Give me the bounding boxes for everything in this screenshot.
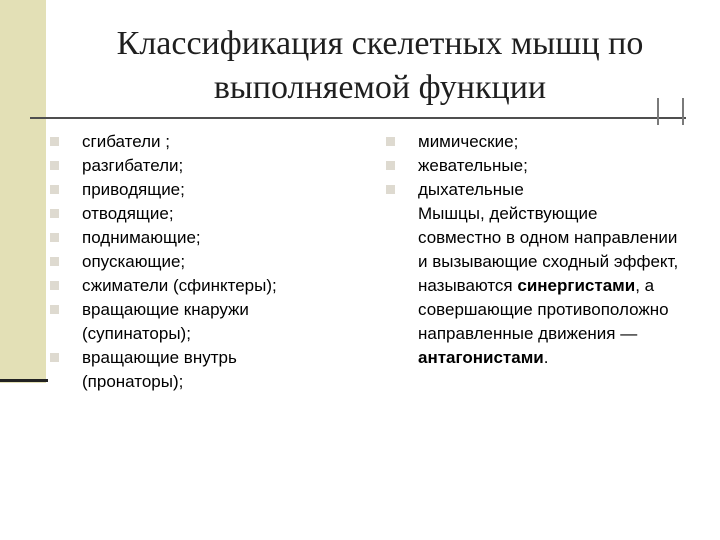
list-item bbox=[386, 178, 706, 202]
list-item-text: поднимающие; bbox=[82, 228, 201, 247]
square-bullet-icon bbox=[386, 137, 395, 146]
square-bullet-icon bbox=[50, 161, 59, 170]
antagonists-term: антагонистами bbox=[418, 348, 544, 367]
list-item bbox=[386, 154, 706, 178]
list-item-text: приводящие; bbox=[82, 180, 185, 199]
list-item bbox=[50, 250, 370, 274]
list-item bbox=[50, 226, 370, 250]
right-function-list bbox=[386, 130, 706, 202]
left-accent-line bbox=[0, 379, 48, 382]
side-band bbox=[0, 0, 46, 383]
list-item-text: жевательные; bbox=[418, 156, 528, 175]
right-column bbox=[386, 130, 706, 370]
list-item-text: дыхательные bbox=[418, 180, 524, 199]
square-bullet-icon bbox=[386, 185, 395, 194]
list-item bbox=[50, 274, 370, 298]
list-item bbox=[50, 178, 370, 202]
list-item-text: сжиматели (сфинктеры); bbox=[82, 276, 277, 295]
list-item-text: мимические; bbox=[418, 132, 519, 151]
square-bullet-icon bbox=[50, 305, 59, 314]
list-item bbox=[50, 346, 370, 394]
list-item bbox=[386, 130, 706, 154]
square-bullet-icon bbox=[386, 161, 395, 170]
list-item bbox=[50, 130, 370, 154]
square-bullet-icon bbox=[50, 137, 59, 146]
paragraph-text: . bbox=[543, 348, 549, 367]
list-item-text: вращающие внутрь (пронаторы); bbox=[82, 348, 237, 391]
list-item-text: опускающие; bbox=[82, 252, 186, 271]
square-bullet-icon bbox=[50, 233, 59, 242]
square-bullet-icon bbox=[50, 209, 59, 218]
square-bullet-icon bbox=[50, 257, 59, 266]
title-divider bbox=[30, 117, 686, 119]
list-item-text: вращающие кнаружи (супинаторы); bbox=[82, 300, 249, 343]
title-line-2: выполняемой функции bbox=[213, 69, 547, 106]
list-item bbox=[50, 154, 370, 178]
synergists-term: синергистами bbox=[517, 276, 636, 295]
paragraph-text: , а совершающие противоположно направленные движения — bbox=[418, 276, 669, 343]
left-function-list bbox=[50, 130, 370, 394]
list-item bbox=[50, 298, 370, 346]
paragraph-text: Мышцы, действующие совместно в одном направлении и вызывающие сходный эффект, называются bbox=[418, 204, 679, 295]
square-bullet-icon bbox=[50, 185, 59, 194]
square-bullet-icon bbox=[50, 281, 59, 290]
square-bullet-icon bbox=[50, 353, 59, 362]
list-item-text: сгибатели ; bbox=[82, 132, 170, 151]
left-column bbox=[50, 130, 370, 394]
title-line-1: Классификация скелетных мышц по bbox=[116, 25, 644, 62]
synergist-antagonist-paragraph bbox=[386, 202, 683, 370]
list-item-text: разгибатели; bbox=[82, 156, 184, 175]
list-item-text: отводящие; bbox=[82, 204, 174, 223]
slide-title bbox=[70, 22, 690, 110]
list-item bbox=[50, 202, 370, 226]
